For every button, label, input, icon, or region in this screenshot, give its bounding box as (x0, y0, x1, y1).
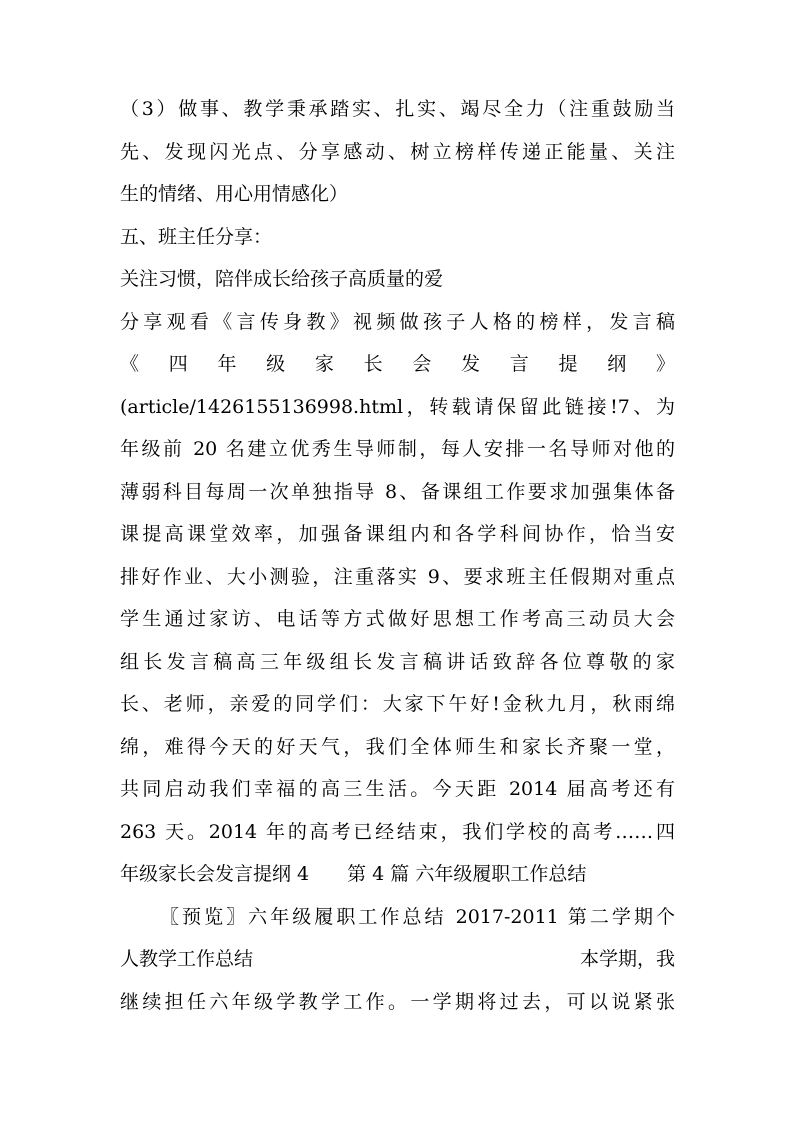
paragraph-line: 组长发言稿高三年级组长发言稿讲话致辞各位尊敬的家 (120, 650, 675, 673)
paragraph-line: 生的情绪、用心用情感化） (120, 183, 349, 205)
paragraph-line: 先、发现闪光点、分享感动、树立榜样传递正能量、关注 (120, 140, 675, 163)
paragraph-line: (article/1426155136998.html，转载请保留此链接!7、为 (120, 395, 675, 418)
paragraph-line: 继续担任六年级学教学工作。一学期将过去，可以说紧张 (120, 990, 675, 1013)
paragraph-line: 共同启动我们幸福的高三生活。今天距 2014 届高考还有 (120, 778, 675, 800)
document-body (120, 88, 675, 1023)
paragraph-line-left: 人教学工作总结 (120, 948, 254, 970)
paragraph-line: 〖预览〗六年级履职工作总结 2017-2011 第二学期个 (160, 905, 675, 928)
paragraph-line: 《四年级家长会发言提纲》 (120, 353, 675, 375)
paragraph-line: 绵，难得今天的好天气，我们全体师生和家长齐聚一堂， (120, 735, 675, 758)
paragraph-line: 课提高课堂效率，加强备课组内和各学科间协作，恰当安 (120, 523, 675, 545)
paragraph-line-split (120, 938, 675, 981)
section-heading: 五、班主任分享： (120, 225, 273, 248)
paragraph-line: 学生通过家访、电话等方式做好思想工作考高三动员大会 (120, 608, 675, 630)
paragraph-line-right: 本学期，我 (579, 948, 675, 970)
paragraph-line: 年级家长会发言提纲 4 第 4 篇 六年级履职工作总结 (120, 863, 587, 885)
paragraph-line: 分享观看《言传身教》视频做孩子人格的榜样，发言稿 (120, 310, 675, 333)
paragraph-line: 薄弱科目每周一次单独指导 8、备课组工作要求加强集体备 (120, 480, 675, 503)
paragraph-line: 排好作业、大小测验，注重落实 9、要求班主任假期对重点 (120, 565, 675, 588)
paragraph-line: 长、老师，亲爱的同学们：大家下午好!金秋九月，秋雨绵 (120, 693, 675, 715)
paragraph-line: （3）做事、教学秉承踏实、扎实、竭尽全力（注重鼓励当 (120, 98, 675, 120)
paragraph-line: 年级前 20 名建立优秀生导师制，每人安排一名导师对他的 (120, 438, 675, 460)
paragraph-line: 关注习惯，陪伴成长给孩子高质量的爱 (120, 268, 444, 290)
paragraph-line: 263 天。2014 年的高考已经结束，我们学校的高考……四 (120, 820, 675, 843)
